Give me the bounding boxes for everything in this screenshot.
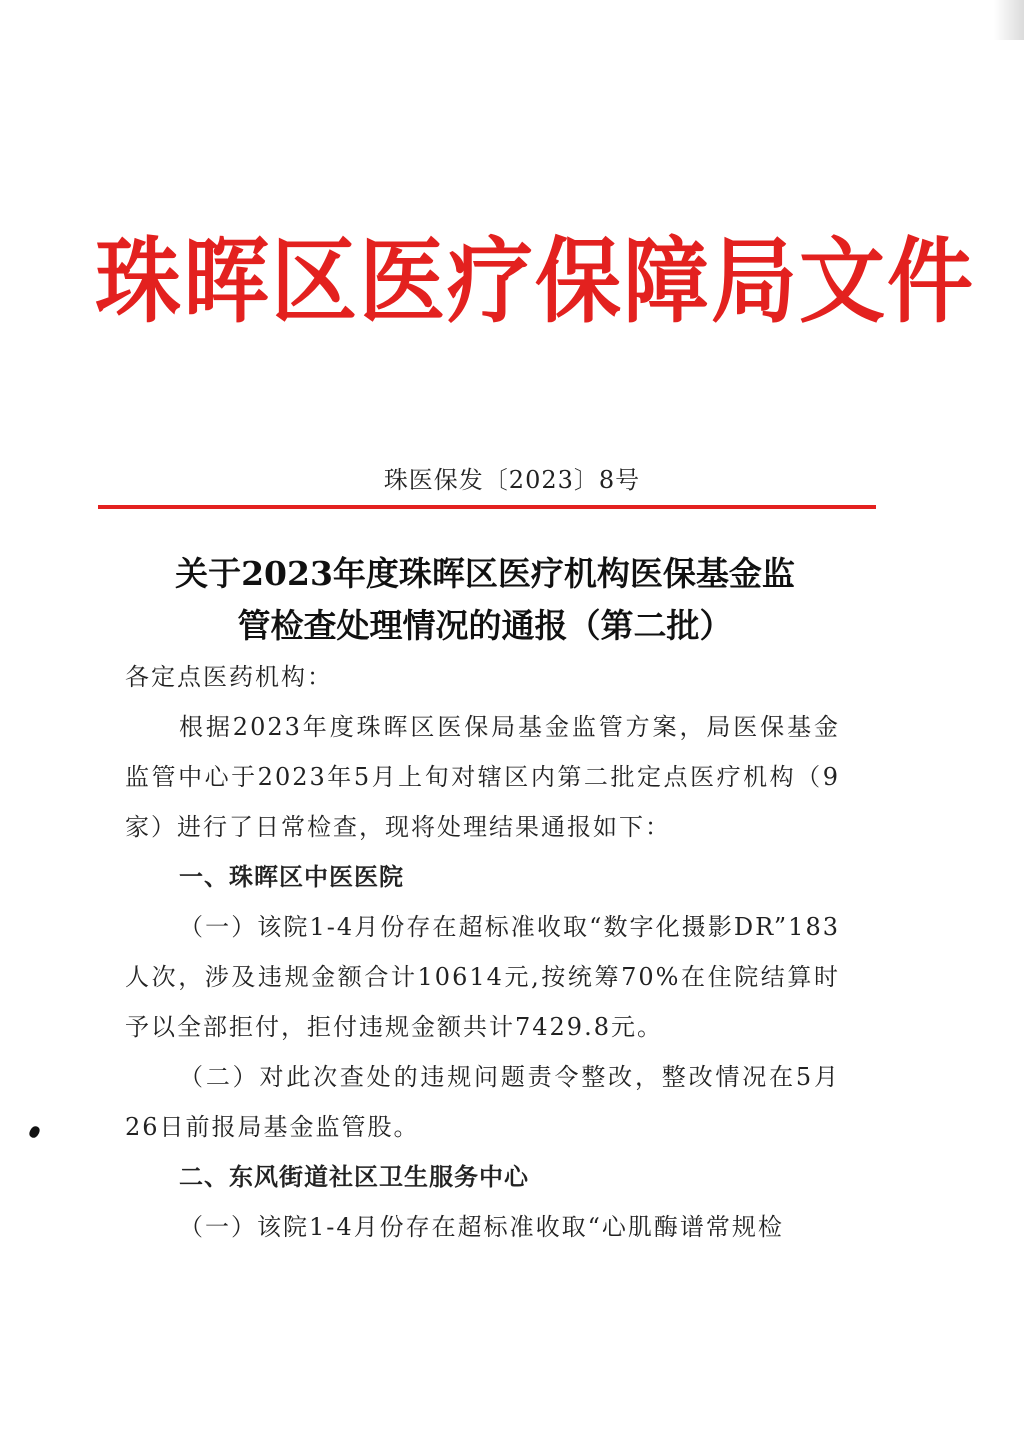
document-number: 珠医保发〔2023〕8号 — [383, 466, 641, 494]
letterhead-title: 珠晖区医疗保障局文件 — [95, 228, 975, 336]
section-1-item-2: （二）对此次查处的违规问题责令整改，整改情况在5月26日前报局基金监管股。 — [125, 1063, 840, 1141]
ink-mark — [28, 1125, 41, 1140]
section-heading-2: 二、东风街道社区卫生服务中心 — [179, 1163, 529, 1191]
intro-paragraph: 根据2023年度珠晖区医保局基金监管方案，局医保基金监管中心于2023年5月上旬对辖区内第二批定点医疗机构（9家）进行了日常检查，现将处理结果通报如下： — [125, 713, 840, 841]
section-heading-1: 一、珠晖区中医医院 — [179, 863, 404, 891]
subject-line-1: 关于2023年度珠晖区医疗机构医保基金监 — [175, 554, 795, 593]
document-subject — [110, 548, 860, 652]
section-2-item-1: （一）该院1-4月份存在超标准收取“心肌酶谱常规检 — [179, 1213, 784, 1241]
red-divider-line — [98, 505, 876, 509]
document-body — [125, 652, 840, 1252]
page-edge-shadow — [994, 0, 1024, 40]
salutation: 各定点医药机构： — [125, 663, 333, 691]
subject-line-2: 管检查处理情况的通报（第二批） — [237, 606, 733, 645]
section-1-item-1: （一）该院1-4月份存在超标准收取“数字化摄影DR”183人次，涉及违规金额合计10614元,按统筹70%在住院结算时予以全部拒付，拒付违规金额共计7429.8元。 — [125, 913, 840, 1041]
